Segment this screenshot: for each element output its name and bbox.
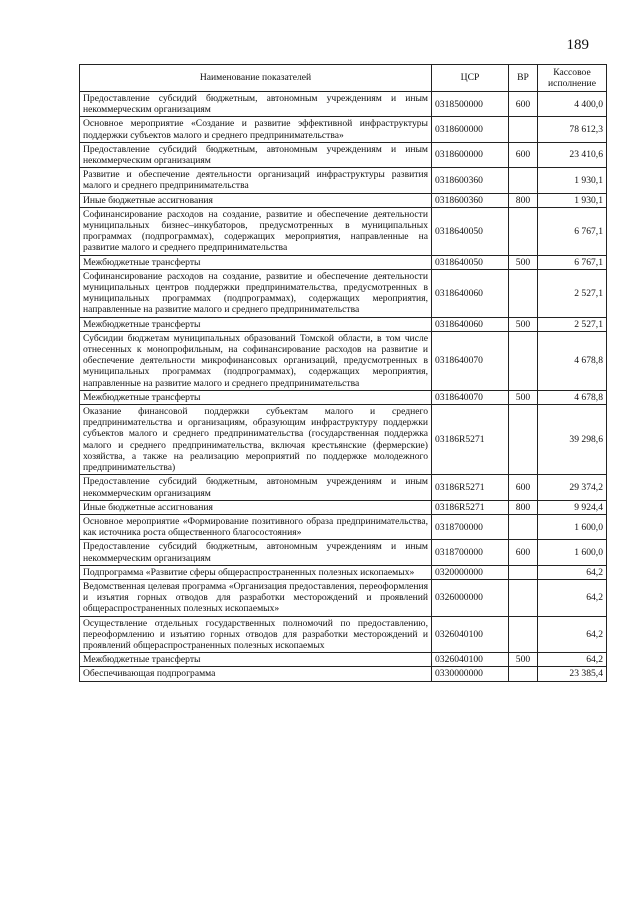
row-name-cell: Субсидии бюджетам муниципальных образований Томской области, в том числе отнесенных к монопрофильным, на софинансирование расходов на развитие и обеспечение деятельности микрофинансовых организаций, предусмотренных в муниципальных программах (подпрограммах), содержащих мероприятия, направленные на развитие малого и среднего предпринимательства xyxy=(80,331,432,390)
row-name-cell: Межбюджетные трансферты xyxy=(80,653,432,667)
table-row xyxy=(80,269,607,317)
row-vr-cell xyxy=(509,514,538,539)
table-row xyxy=(80,500,607,514)
table-row xyxy=(80,616,607,653)
table-row xyxy=(80,514,607,539)
row-name-cell: Предоставление субсидий бюджетным, автономным учреждениям и иным некоммерческим организациям xyxy=(80,540,432,565)
row-name-cell: Предоставление субсидий бюджетным, автономным учреждениям и иным некоммерческим организациям xyxy=(80,92,432,117)
row-vr-cell: 600 xyxy=(509,475,538,500)
row-vr-cell xyxy=(509,616,538,653)
row-name-cell: Софинансирование расходов на создание, развитие и обеспечение деятельности муниципальных центров поддержки предпринимательства, предусмотренных в муниципальных программах (подпрограммах), содержащих мероприятия, направленные на развитие малого и среднего предпринимательства xyxy=(80,269,432,317)
table-row xyxy=(80,168,607,193)
row-csr-cell: 0318700000 xyxy=(432,514,509,539)
row-name-cell: Межбюджетные трансферты xyxy=(80,317,432,331)
row-amount-cell: 1 600,0 xyxy=(538,514,607,539)
row-amount-cell: 4 678,8 xyxy=(538,390,607,404)
row-csr-cell: 0318640050 xyxy=(432,207,509,255)
row-csr-cell: 0318640070 xyxy=(432,390,509,404)
row-amount-cell: 64,2 xyxy=(538,579,607,616)
row-csr-cell: 0330000000 xyxy=(432,667,509,681)
row-vr-cell xyxy=(509,667,538,681)
row-amount-cell: 6 767,1 xyxy=(538,255,607,269)
row-vr-cell xyxy=(509,579,538,616)
row-csr-cell: 0318640070 xyxy=(432,331,509,390)
row-vr-cell: 500 xyxy=(509,317,538,331)
row-vr-cell xyxy=(509,331,538,390)
row-csr-cell: 0318600000 xyxy=(432,142,509,167)
row-name-cell: Иные бюджетные ассигнования xyxy=(80,500,432,514)
table-row xyxy=(80,667,607,681)
row-vr-cell xyxy=(509,405,538,475)
row-vr-cell: 500 xyxy=(509,390,538,404)
header-amount: Кассовое исполнение xyxy=(538,65,607,92)
row-csr-cell: 0320000000 xyxy=(432,565,509,579)
row-name-cell: Межбюджетные трансферты xyxy=(80,390,432,404)
row-csr-cell: 0318640050 xyxy=(432,255,509,269)
row-csr-cell: 0318640060 xyxy=(432,317,509,331)
row-amount-cell: 64,2 xyxy=(538,653,607,667)
row-name-cell: Подпрограмма «Развитие сферы общераспространенных полезных ископаемых» xyxy=(80,565,432,579)
row-name-cell: Обеспечивающая подпрограмма xyxy=(80,667,432,681)
row-csr-cell: 0326040100 xyxy=(432,653,509,667)
row-vr-cell xyxy=(509,117,538,142)
table-row xyxy=(80,117,607,142)
row-amount-cell: 23 385,4 xyxy=(538,667,607,681)
table-row xyxy=(80,207,607,255)
table-row xyxy=(80,317,607,331)
row-csr-cell: 0326000000 xyxy=(432,579,509,616)
row-vr-cell: 800 xyxy=(509,193,538,207)
row-amount-cell: 2 527,1 xyxy=(538,269,607,317)
row-name-cell: Оказание финансовой поддержки субъектам малого и среднего предпринимательства и организациям, образующим инфраструктуру поддержки субъектов малого и среднего предпринимательства (государственная поддержка малого и среднего предпринимательства, включая крестьянские (фермерские) хозяйства, а также на реализацию мероприятий по поддержке молодежного предпринимательства) xyxy=(80,405,432,475)
header-name: Наименование показателей xyxy=(80,65,432,92)
row-amount-cell: 1 600,0 xyxy=(538,540,607,565)
table-row xyxy=(80,405,607,475)
row-csr-cell: 0318640060 xyxy=(432,269,509,317)
table-row xyxy=(80,579,607,616)
row-name-cell: Основное мероприятие «Создание и развитие эффективной инфраструктуры поддержки субъектов малого и среднего предпринимательства» xyxy=(80,117,432,142)
row-csr-cell: 0326040100 xyxy=(432,616,509,653)
table-row xyxy=(80,475,607,500)
row-amount-cell: 64,2 xyxy=(538,565,607,579)
row-csr-cell: 0318700000 xyxy=(432,540,509,565)
row-name-cell: Ведомственная целевая программа «Организация предоставления, переоформления и изъятия горных отводов для разработки месторождений и проявлений общераспространенных полезных ископаемых» xyxy=(80,579,432,616)
header-vr: ВР xyxy=(509,65,538,92)
table-row xyxy=(80,255,607,269)
table-header-row xyxy=(80,65,607,92)
row-name-cell: Межбюджетные трансферты xyxy=(80,255,432,269)
row-csr-cell: 03186R5271 xyxy=(432,405,509,475)
table-row xyxy=(80,540,607,565)
row-csr-cell: 03186R5271 xyxy=(432,500,509,514)
row-csr-cell: 0318600360 xyxy=(432,168,509,193)
row-amount-cell: 78 612,3 xyxy=(538,117,607,142)
row-name-cell: Предоставление субсидий бюджетным, автономным учреждениям и иным некоммерческим организациям xyxy=(80,475,432,500)
row-name-cell: Иные бюджетные ассигнования xyxy=(80,193,432,207)
row-vr-cell: 600 xyxy=(509,540,538,565)
row-csr-cell: 0318600000 xyxy=(432,117,509,142)
row-amount-cell: 9 924,4 xyxy=(538,500,607,514)
row-vr-cell: 800 xyxy=(509,500,538,514)
row-amount-cell: 1 930,1 xyxy=(538,168,607,193)
row-name-cell: Предоставление субсидий бюджетным, автономным учреждениям и иным некоммерческим организациям xyxy=(80,142,432,167)
budget-execution-table xyxy=(79,64,607,682)
table-row xyxy=(80,92,607,117)
table-row xyxy=(80,565,607,579)
row-amount-cell: 39 298,6 xyxy=(538,405,607,475)
row-name-cell: Развитие и обеспечение деятельности организаций инфраструктуры развития малого и среднего предпринимательства xyxy=(80,168,432,193)
table-row xyxy=(80,142,607,167)
row-amount-cell: 64,2 xyxy=(538,616,607,653)
row-vr-cell xyxy=(509,269,538,317)
row-vr-cell: 600 xyxy=(509,92,538,117)
row-amount-cell: 1 930,1 xyxy=(538,193,607,207)
row-vr-cell xyxy=(509,565,538,579)
row-csr-cell: 0318500000 xyxy=(432,92,509,117)
row-amount-cell: 4 400,0 xyxy=(538,92,607,117)
row-vr-cell xyxy=(509,207,538,255)
row-name-cell: Софинансирование расходов на создание, развитие и обеспечение деятельности муниципальных бизнес–инкубаторов, предусмотренных в муниципальных программах (подпрограммах), содержащих мероприятия, направленные на развитие малого и среднего предпринимательства xyxy=(80,207,432,255)
row-vr-cell xyxy=(509,168,538,193)
row-name-cell: Основное мероприятие «Формирование позитивного образа предпринимательства, как источника роста общественного благосостояния» xyxy=(80,514,432,539)
row-amount-cell: 2 527,1 xyxy=(538,317,607,331)
row-csr-cell: 03186R5271 xyxy=(432,475,509,500)
row-vr-cell: 500 xyxy=(509,255,538,269)
row-vr-cell: 600 xyxy=(509,142,538,167)
row-csr-cell: 0318600360 xyxy=(432,193,509,207)
row-amount-cell: 4 678,8 xyxy=(538,331,607,390)
page-number: 189 xyxy=(566,37,589,53)
row-amount-cell: 6 767,1 xyxy=(538,207,607,255)
header-csr: ЦСР xyxy=(432,65,509,92)
table-row xyxy=(80,331,607,390)
table-row xyxy=(80,653,607,667)
table-row xyxy=(80,193,607,207)
row-amount-cell: 29 374,2 xyxy=(538,475,607,500)
row-amount-cell: 23 410,6 xyxy=(538,142,607,167)
row-vr-cell: 500 xyxy=(509,653,538,667)
table-row xyxy=(80,390,607,404)
row-name-cell: Осуществление отдельных государственных полномочий по предоставлению, переоформлению и изъятию горных отводов для разработки месторождений и проявлений общераспространенных полезных ископаемых xyxy=(80,616,432,653)
